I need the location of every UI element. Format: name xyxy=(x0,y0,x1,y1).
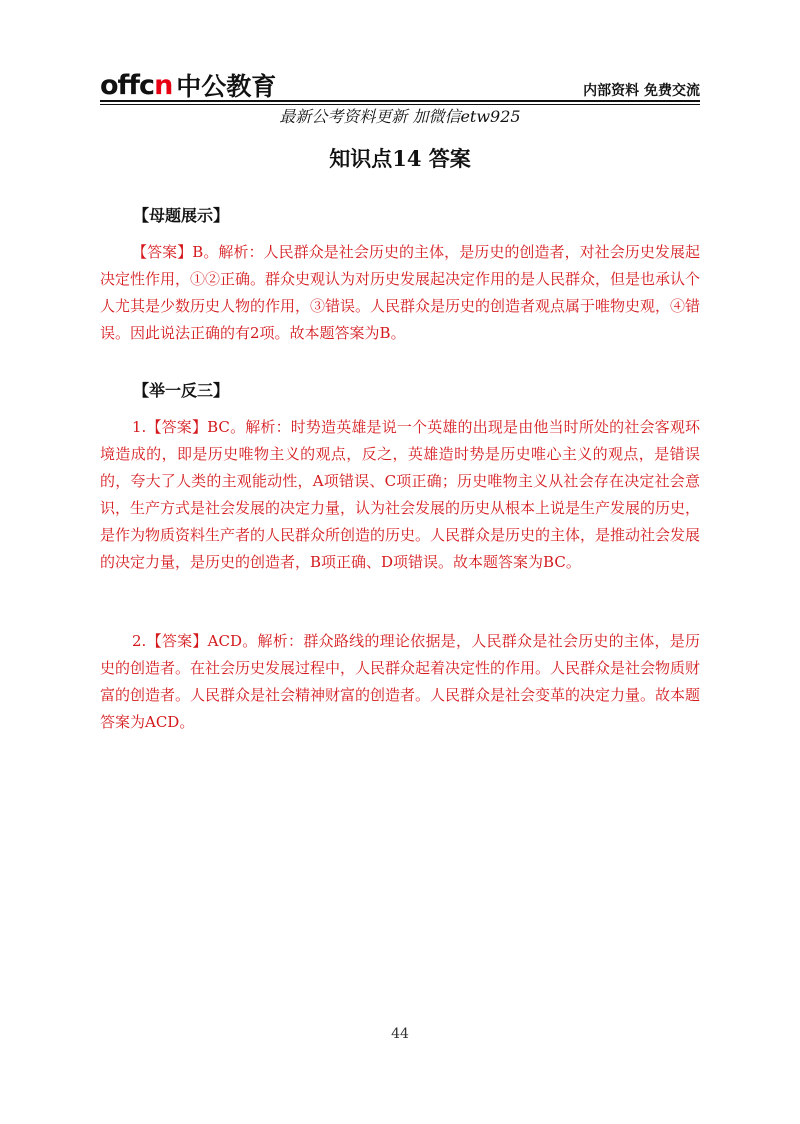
logo-chinese: 中公教育 xyxy=(176,72,277,101)
page-number: 44 xyxy=(391,1026,409,1042)
header-divider xyxy=(100,100,700,102)
page-header xyxy=(100,68,700,102)
offcn-logo xyxy=(100,68,276,102)
practice-answer-2-text: 2.【答案】ACD。解析：群众路线的理论依据是，人民群众是社会历史的主体，是历史的创造者。在社会历史发展过程中，人民群众起着决定性的作用。人民群众是社会物质财富的创造者。人民群众是社会精神财富的创造者。人民群众是社会变革的决定力量。故本题答案为ACD。 xyxy=(100,632,701,731)
section-heading-practice: 【举一反三】 xyxy=(133,381,230,400)
mother-answer-text: 【答案】B。解析：人民群众是社会历史的主体，是历史的创造者，对社会历史发展起决定性作用，①②正确。群众史观认为对历史发展起决定作用的是人民群众，但是也承认个人尤其是少数历史人物的作用，③错误。人民群众是历史的创造者观点属于唯物史观，④错误。因此说法正确的有2项。故本题答案为B。 xyxy=(100,243,701,342)
mother-answer-paragraph xyxy=(100,239,700,347)
practice-answer-2-paragraph xyxy=(100,628,700,736)
section-heading-mother: 【母题展示】 xyxy=(133,206,230,225)
practice-answer-1-text: 1.【答案】BC。解析：时势造英雄是说一个英雄的出现是由他当时所处的社会客观环境造成的，即是历史唯物主义的观点，反之，英雄造时势是历史唯心主义的观点，是错误的，夸大了人类的主观能动性，A项错误、C项正确；历史唯物主义从社会存在决定社会意识，生产方式是社会发展的决定力量，认为社会发展的历史从根本上说是生产发展的历史，是作为物质资料生产者的人民群众所创造的历史。人民群众是历史的主体，是推动社会发展的决定力量，是历史的创造者，B项正确、D项错误。故本题答案为BC。 xyxy=(100,418,701,571)
page-title: 知识点14 答案 xyxy=(329,146,471,171)
header-note: 内部资料 免费交流 xyxy=(583,83,700,99)
wechat-promo-line: 最新公考资料更新 加微信etw925 xyxy=(279,107,521,126)
logo-latin: offcn xyxy=(100,69,173,101)
practice-answer-1-paragraph xyxy=(100,414,700,576)
